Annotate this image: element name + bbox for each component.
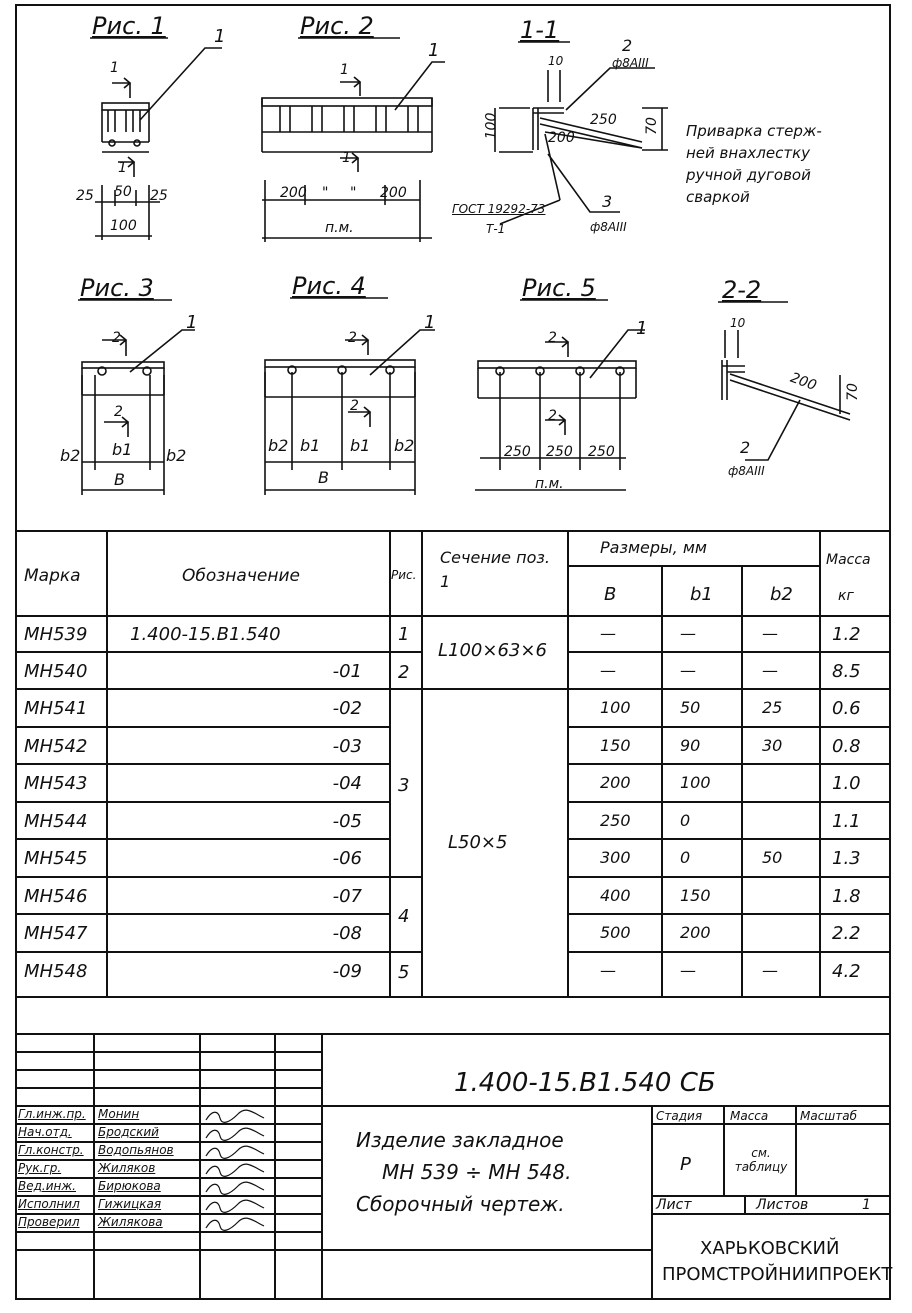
- handwritten-signature: [204, 1108, 274, 1124]
- signature-name: Монин: [98, 1107, 140, 1121]
- row-mark: МН543: [24, 773, 88, 794]
- figure-3-title: Рис. 3: [80, 274, 154, 302]
- figure-4-label-b1-b: b1: [350, 436, 371, 455]
- section-group-1: L100×63×6: [438, 640, 547, 661]
- section-1-1-dim-vert: 70: [643, 117, 660, 135]
- handwritten-signature: [204, 1144, 274, 1160]
- title-line-1: Изделие закладное: [356, 1128, 564, 1152]
- section-1-1-bar3: ф8АIII: [590, 220, 627, 234]
- section-1-1-pos3: 3: [602, 192, 613, 211]
- figure-5-dim-3: 250: [588, 444, 615, 460]
- row-b1: 200: [680, 923, 711, 942]
- figure-5-drawing: [475, 300, 648, 490]
- signature-name: Бирюкова: [98, 1179, 161, 1193]
- row-b1: 0: [680, 848, 691, 867]
- row-mark: МН548: [24, 961, 88, 982]
- scale-label: Масштаб: [800, 1109, 858, 1123]
- row-B: 100: [600, 698, 631, 717]
- header-section: Сечение поз. 1: [440, 548, 550, 591]
- row-mark: МН547: [24, 923, 88, 944]
- sheet-label: Лист: [656, 1197, 692, 1213]
- row-designation: -01: [332, 661, 362, 682]
- sheets-label: Листов: [756, 1197, 809, 1213]
- figure-2-section-mark-bottom: 1: [342, 150, 351, 166]
- row-designation: -04: [332, 773, 362, 794]
- signature-role: Гл.констр.: [18, 1143, 84, 1157]
- signature-name: Бродский: [98, 1125, 159, 1139]
- section-1-1-len-b: 200: [548, 130, 575, 146]
- figure-1-dim-left: 25: [76, 188, 94, 204]
- signature-role: Проверил: [18, 1215, 80, 1229]
- row-designation: -06: [332, 848, 362, 869]
- mass-value: см. таблицу: [734, 1146, 788, 1174]
- row-b1: —: [680, 624, 696, 643]
- section-2-2-pos: 2: [740, 438, 751, 457]
- section-2-2-dim-top: 10: [730, 316, 746, 330]
- row-designation: -03: [332, 736, 362, 757]
- org-name-line-1: ХАРЬКОВСКИЙ: [700, 1238, 840, 1259]
- figure-2-callout: 1: [428, 40, 440, 61]
- doc-code: 1.400-15.В1.540 СБ: [454, 1068, 716, 1098]
- row-B: 200: [600, 773, 631, 792]
- signature-name: Жилякова: [98, 1215, 163, 1229]
- row-designation: -09: [332, 961, 362, 982]
- figure-2-drawing: [262, 38, 445, 242]
- signature-role: Исполнил: [18, 1197, 80, 1211]
- row-mark: МН545: [24, 848, 88, 869]
- figure-4-section-mark-top: 2: [348, 330, 357, 346]
- figure-3-label-b2-left: b2: [60, 446, 81, 465]
- header-mark: Марка: [24, 566, 81, 586]
- row-mass: 4.2: [832, 961, 861, 982]
- row-mark: МН542: [24, 736, 88, 757]
- figure-2-dim-2: ": [322, 185, 329, 201]
- row-b1: 50: [680, 698, 701, 717]
- section-1-1-bar2: ф8АIII: [612, 56, 649, 70]
- figure-4-callout: 1: [424, 312, 436, 333]
- figure-1-section-mark-bottom: 1: [118, 160, 127, 176]
- section-2-2-title: 2-2: [722, 276, 762, 304]
- figure-3-label-b1: b1: [112, 440, 133, 459]
- figure-5-dim-total: п.м.: [535, 476, 564, 492]
- figure-3-section-mark-bottom: 2: [114, 404, 123, 420]
- figure-3-label-b2-right: b2: [166, 446, 187, 465]
- row-b2: —: [762, 624, 778, 643]
- handwritten-signature: [204, 1198, 274, 1214]
- section-1-1-gost: ГОСТ 19292-73: [452, 202, 546, 216]
- figure-3-callout: 1: [186, 312, 198, 333]
- handwritten-signature: [204, 1216, 274, 1232]
- row-designation: -08: [332, 923, 362, 944]
- figure-1-section-mark-top: 1: [110, 60, 119, 76]
- figure-5-title: Рис. 5: [522, 274, 596, 302]
- fig-group-1: 1: [398, 624, 410, 645]
- figure-3-total: B: [114, 470, 125, 489]
- row-b1: —: [680, 661, 696, 680]
- figure-2-dim-total: п.м.: [325, 220, 354, 236]
- header-sizes: Размеры, мм: [600, 538, 707, 557]
- figure-2-dim-3: ": [350, 185, 357, 201]
- row-designation: -07: [332, 886, 362, 907]
- handwritten-signature: [204, 1126, 274, 1142]
- row-b2: —: [762, 961, 778, 980]
- section-1-1-dim-top: 10: [548, 54, 564, 68]
- figure-4-label-b2-left: b2: [268, 436, 289, 455]
- row-mass: 1.8: [832, 886, 861, 907]
- figure-1-dim-middle: 50: [114, 184, 132, 200]
- figure-4-label-b2-right: b2: [394, 436, 415, 455]
- figure-4-drawing: [265, 298, 435, 495]
- row-mass: 1.0: [832, 773, 861, 794]
- row-B: —: [600, 624, 616, 643]
- figure-3-drawing: [78, 300, 198, 495]
- row-b1: 0: [680, 811, 691, 830]
- section-2-2-dim-vert: 70: [844, 383, 861, 401]
- spec-table-grid: [16, 531, 890, 997]
- row-b2: 30: [762, 736, 783, 755]
- section-2-2-bar: ф8АIII: [728, 464, 765, 478]
- figure-5-section-mark-bottom: 2: [548, 408, 557, 424]
- row-mass: 1.3: [832, 848, 861, 869]
- row-B: —: [600, 661, 616, 680]
- figure-5-dim-2: 250: [546, 444, 573, 460]
- signature-role: Нач.отд.: [18, 1125, 72, 1139]
- row-b1: 100: [680, 773, 711, 792]
- row-B: 500: [600, 923, 631, 942]
- figure-5-dim-1: 250: [504, 444, 531, 460]
- stage-value: Р: [680, 1154, 691, 1175]
- row-mass: 1.1: [832, 811, 861, 832]
- figure-5-section-mark-top: 2: [548, 330, 557, 346]
- row-b2: —: [762, 661, 778, 680]
- figure-1-callout: 1: [214, 26, 226, 47]
- row-b1: —: [680, 961, 696, 980]
- title-line-2: МН 539 ÷ МН 548.: [382, 1160, 572, 1184]
- handwritten-signature: [204, 1180, 274, 1196]
- signature-name: Жиляков: [98, 1161, 156, 1175]
- header-b2: b2: [770, 584, 793, 605]
- figure-4-total: B: [318, 468, 329, 487]
- row-designation: 1.400-15.В1.540: [130, 624, 281, 645]
- row-b1: 150: [680, 886, 711, 905]
- figure-2-dim-4: 200: [380, 185, 407, 201]
- figure-2-title: Рис. 2: [300, 12, 374, 40]
- stage-label: Стадия: [656, 1109, 703, 1123]
- row-mass: 0.8: [832, 736, 861, 757]
- section-1-1-pos2: 2: [622, 36, 633, 55]
- row-mark: МН544: [24, 811, 88, 832]
- figure-1-dim-right: 25: [150, 188, 168, 204]
- figure-3-section-mark-top: 2: [112, 330, 121, 346]
- figure-2-section-mark-top: 1: [340, 62, 349, 78]
- fig-group-2: 2: [398, 662, 410, 683]
- header-mass-unit: кг: [838, 588, 854, 604]
- fig-group-5: 5: [398, 962, 410, 983]
- figure-5-callout: 1: [636, 318, 648, 339]
- header-B: B: [604, 584, 617, 605]
- row-B: 300: [600, 848, 631, 867]
- row-mass: 8.5: [832, 661, 861, 682]
- row-designation: -02: [332, 698, 362, 719]
- handwritten-signature: [204, 1162, 274, 1178]
- row-mark: МН541: [24, 698, 88, 719]
- row-b2: 50: [762, 848, 783, 867]
- section-group-2: L50×5: [448, 832, 508, 853]
- signature-role: Рук.гр.: [18, 1161, 62, 1175]
- header-mass: Масса: [826, 552, 871, 568]
- mass-label: Масса: [730, 1109, 769, 1123]
- fig-group-3: 3: [398, 775, 410, 796]
- figure-1-title: Рис. 1: [92, 12, 166, 40]
- row-designation: -05: [332, 811, 362, 832]
- section-2-2-len: 200: [788, 369, 819, 395]
- row-mark: МН539: [24, 624, 88, 645]
- row-b2: 25: [762, 698, 783, 717]
- section-1-1-len-a: 250: [590, 112, 617, 128]
- header-fig: Рис.: [391, 568, 417, 582]
- row-mark: МН540: [24, 661, 88, 682]
- signature-role: Вед.инж.: [18, 1179, 76, 1193]
- header-b1: b1: [690, 584, 713, 605]
- fig-group-4: 4: [398, 906, 410, 927]
- signature-name: Водопьянов: [98, 1143, 174, 1157]
- figure-4-section-mark-bottom: 2: [350, 398, 359, 414]
- sheets-value: 1: [862, 1197, 871, 1213]
- row-mark: МН546: [24, 886, 88, 907]
- row-B: —: [600, 961, 616, 980]
- row-B: 250: [600, 811, 631, 830]
- figure-4-title: Рис. 4: [292, 272, 366, 300]
- figure-4-label-b1-a: b1: [300, 436, 321, 455]
- row-mass: 2.2: [832, 923, 861, 944]
- title-line-3: Сборочный чертеж.: [356, 1192, 565, 1216]
- row-mass: 0.6: [832, 698, 861, 719]
- row-B: 150: [600, 736, 631, 755]
- signature-name: Гижицкая: [98, 1197, 162, 1211]
- org-name-line-2: ПРОМСТРОЙНИИПРОЕКТ: [662, 1264, 893, 1285]
- row-b1: 90: [680, 736, 701, 755]
- figure-2-dim-1: 200: [280, 185, 307, 201]
- section-1-1-gost-type: Т-1: [486, 222, 506, 236]
- signature-role: Гл.инж.пр.: [18, 1107, 86, 1121]
- section-1-1-dim-height: 100: [483, 112, 500, 140]
- header-designation: Обозначение: [182, 566, 300, 586]
- weld-note: Приварка стерж- ней внахлестку ручной дуговой сваркой: [686, 122, 822, 206]
- row-B: 400: [600, 886, 631, 905]
- figure-1-dim-total: 100: [110, 218, 137, 234]
- section-1-1-title: 1-1: [520, 16, 560, 44]
- row-mass: 1.2: [832, 624, 861, 645]
